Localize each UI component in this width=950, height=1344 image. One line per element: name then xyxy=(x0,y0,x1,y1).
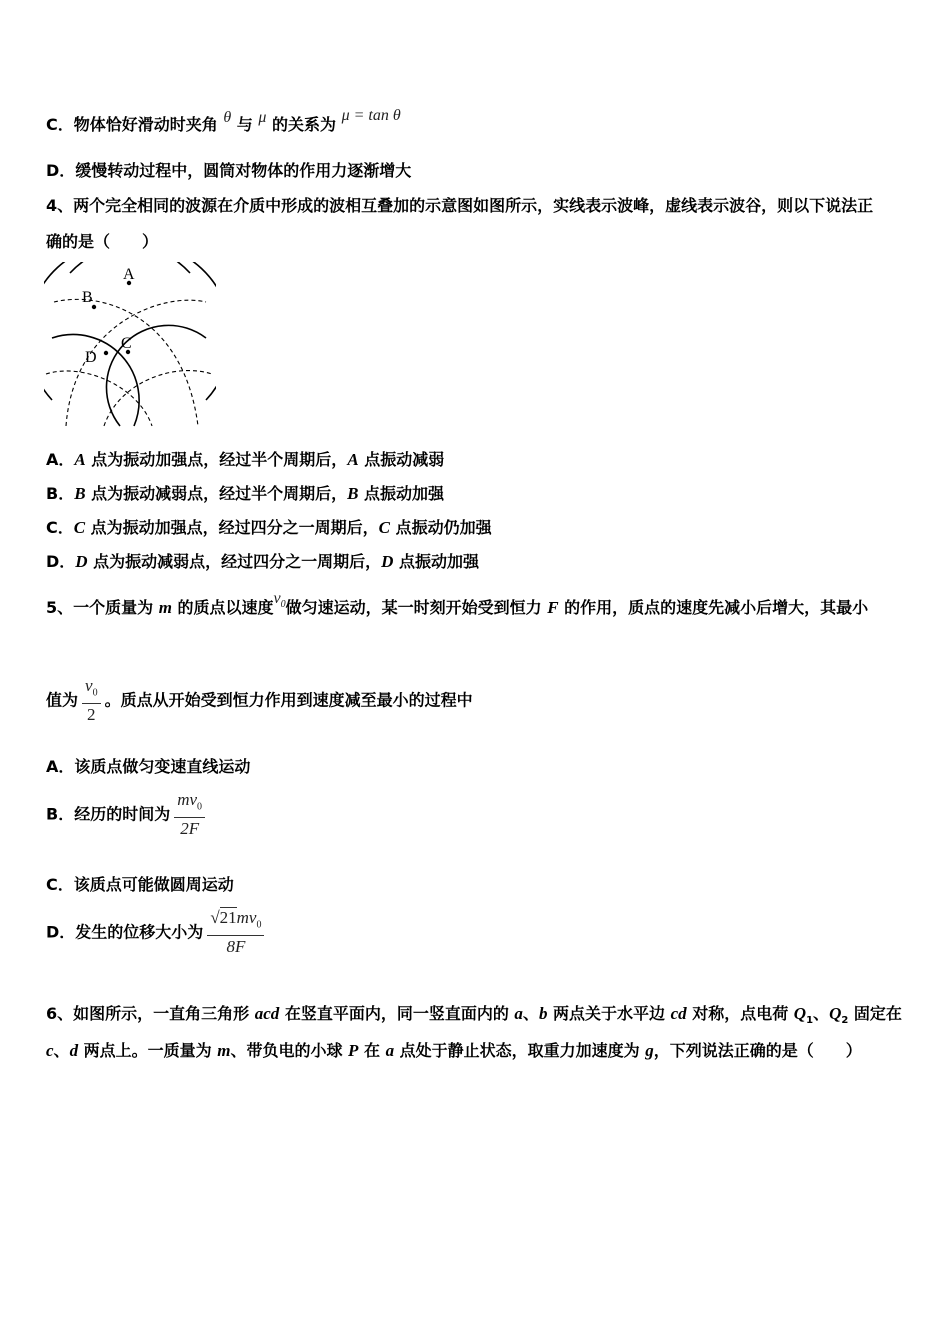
q5-option-d: D．发生的位移大小为 $\frac{√21mv_0}{8F}$ xyxy=(46,908,268,958)
v0-symbol: $v_0$ xyxy=(273,590,286,611)
label-b: B xyxy=(82,289,93,306)
q4-option-b: B．B 点为振动减弱点，经过半个周期后，B 点振动加强 xyxy=(46,484,445,503)
right-source-inner-trough xyxy=(104,371,212,426)
q4-stem-line2: 确的是（ ） xyxy=(46,232,159,251)
theta-symbol: θ xyxy=(223,109,232,126)
q4-stem-line1: 4、两个完全相同的波源在介质中形成的波相互叠加的示意图如图所示，实线表示波峰，虚线表示波谷，则以下说法正 xyxy=(46,196,874,215)
trough-lines xyxy=(46,299,212,426)
v0-over-2-fraction: $\frac{v_0}{2}$ xyxy=(82,676,101,726)
q5-option-a: A．该质点做匀变速直线运动 xyxy=(46,757,251,776)
q3-option-c: C．物体恰好滑动时夹角 θ 与 μ 的关系为 μ = tan θ xyxy=(46,107,401,134)
q4-option-d: D．D 点为振动减弱点，经过四分之一周期后，D 点振动加强 xyxy=(46,552,480,571)
q3-option-d: D．缓慢转动过程中，圆筒对物体的作用力逐渐增大 xyxy=(46,161,412,180)
q5-stem-line1: 5、一个质量为 m 的质点以速度$v_0$做匀速运动，某一时刻开始受到恒力 F 的作用，质点的速度先减小后增大，其最小 xyxy=(46,590,869,617)
q4-option-a: A．A 点为振动加强点，经过半个周期后，A 点振动减弱 xyxy=(46,450,445,469)
label-a: A xyxy=(123,266,135,283)
label-c: C xyxy=(121,335,132,352)
wave-interference-diagram xyxy=(44,262,216,434)
left-source-outer-trough xyxy=(54,299,198,426)
q5-option-c: C．该质点可能做圆周运动 xyxy=(46,875,234,894)
mu-tan-theta-formula: μ = tan θ xyxy=(341,107,401,124)
q5-stem-line2: 值为 $\frac{v_0}{2}$ 。质点从开始受到恒力作用到速度减至最小的过程中 xyxy=(46,676,473,725)
q6-stem-line2: c、d 两点上。一质量为 m、带负电的小球 P 在 a 点处于静止状态，取重力加速度为 g，下列说法正确的是（ ） xyxy=(46,1041,862,1060)
time-fraction: $\frac{mv_0}{2F}$ xyxy=(174,790,205,840)
point-d-dot xyxy=(104,351,108,355)
q4-option-c: C．C 点为振动加强点，经过四分之一周期后，C 点振动仍加强 xyxy=(46,518,492,537)
wave-interference-figure xyxy=(44,262,216,434)
label-d: D xyxy=(85,349,97,366)
sqrt-sign: √ xyxy=(210,908,220,927)
q5-option-b: B．经历的时间为 $\frac{mv_0}{2F}$ xyxy=(46,790,209,840)
mu-symbol: μ xyxy=(258,109,267,126)
displacement-fraction: $\frac{√21mv_0}{8F}$ xyxy=(207,908,264,958)
left-source-outer-crest xyxy=(44,262,190,400)
q6-stem-line1: 6、如图所示，一直角三角形 acd 在竖直平面内，同一竖直面内的 a、b 两点关于水平边 cd 对称，点电荷 $Q_1$、$Q_2$ 固定在 xyxy=(46,1004,902,1027)
